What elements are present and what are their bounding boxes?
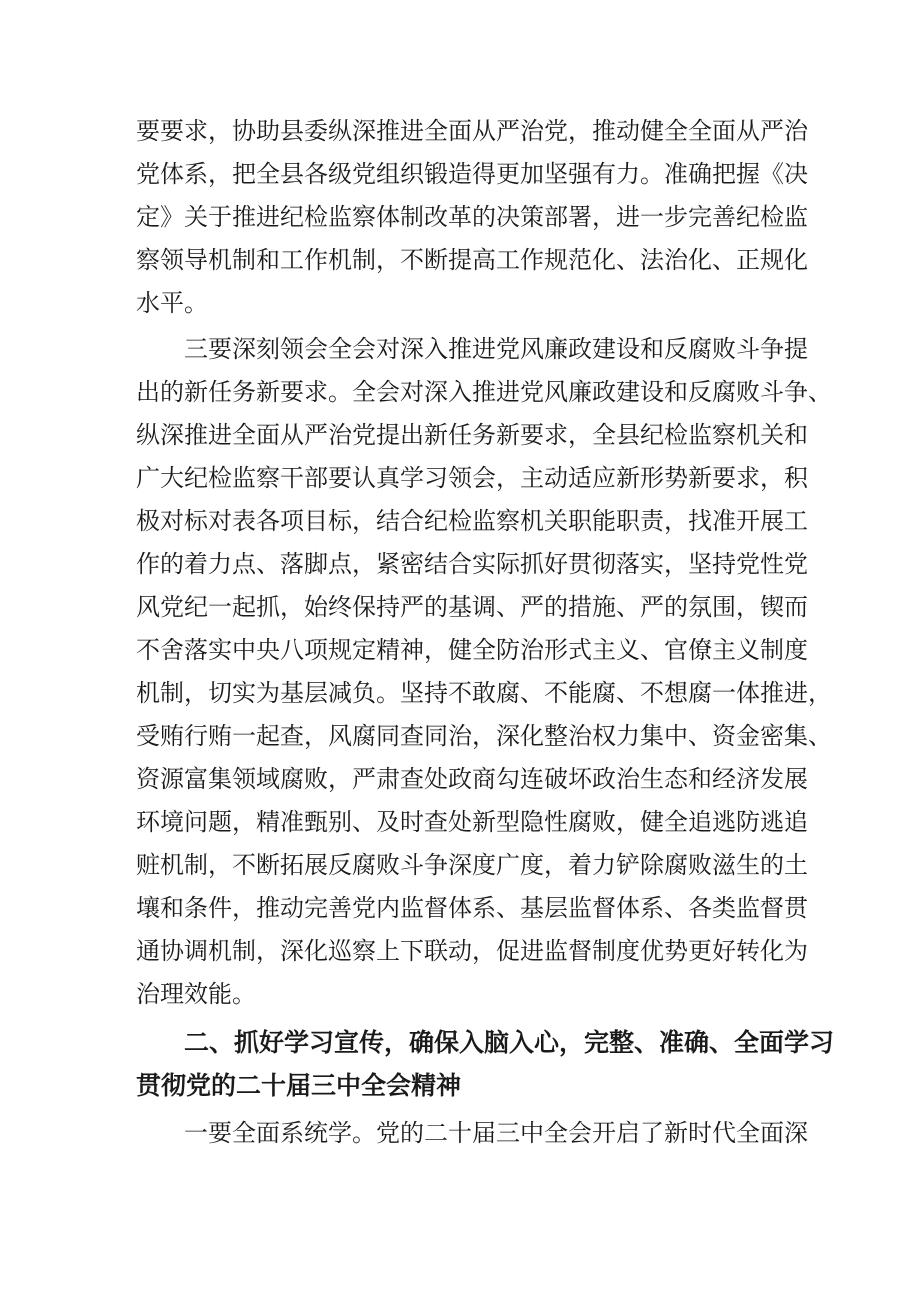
- heading-line: 二、抓好学习宣传，确保入脑入心，完整、准确、全面学习: [184, 1028, 835, 1057]
- text-line: 党体系，把全县各级党组织锻造得更加坚强有力。准确把握《决: [136, 160, 808, 188]
- text-line: 资源富集领域腐败，严肃查处政商勾连破坏政治生态和经济发展: [136, 765, 808, 793]
- text-line: 受贿行贿一起查，风腐同查同治，深化整治权力集中、资金密集、: [136, 722, 832, 750]
- text-line: 风党纪一起抓，始终保持严的基调、严的措施、严的氛围，锲而: [136, 593, 808, 621]
- text-line: 机制，切实为基层减负。坚持不敢腐、不能腐、不想腐一体推进，: [136, 679, 832, 707]
- text-line: 一要全面系统学。党的二十届三中全会开启了新时代全面深: [184, 1119, 808, 1147]
- text-line: 作的着力点、落脚点，紧密结合实际抓好贯彻落实，坚持党性党: [136, 550, 808, 578]
- text-line: 壤和条件，推动完善党内监督体系、基层监督体系、各类监督贯: [136, 894, 808, 922]
- text-line: 察领导机制和工作机制，不断提高工作规范化、法治化、正规化: [136, 246, 808, 274]
- text-line: 治理效能。: [136, 980, 256, 1008]
- text-line: 赃机制，不断拓展反腐败斗争深度广度，着力铲除腐败滋生的土: [136, 851, 808, 879]
- text-line: 广大纪检监察干部要认真学习领会，主动适应新形势新要求，积: [136, 464, 808, 492]
- text-line: 纵深推进全面从严治党提出新任务新要求，全县纪检监察机关和: [136, 421, 808, 449]
- text-line: 要要求，协助县委纵深推进全面从严治党，推动健全全面从严治: [136, 117, 808, 145]
- text-line: 出的新任务新要求。全会对深入推进党风廉政建设和反腐败斗争、: [136, 378, 832, 406]
- heading-line: 贯彻党的二十届三中全会精神: [136, 1071, 462, 1100]
- text-line: 三要深刻领会全会对深入推进党风廉政建设和反腐败斗争提: [184, 335, 808, 363]
- text-line: 不舍落实中央八项规定精神，健全防治形式主义、官僚主义制度: [136, 636, 808, 664]
- text-line: 环境问题，精准甄别、及时查处新型隐性腐败，健全追逃防逃追: [136, 808, 808, 836]
- text-line: 极对标对表各项目标，结合纪检监察机关职能职责，找准开展工: [136, 507, 808, 535]
- text-line: 通协调机制，深化巡察上下联动，促进监督制度优势更好转化为: [136, 937, 808, 965]
- text-line: 水平。: [136, 289, 208, 317]
- text-line: 定》关于推进纪检监察体制改革的决策部署，进一步完善纪检监: [136, 203, 808, 231]
